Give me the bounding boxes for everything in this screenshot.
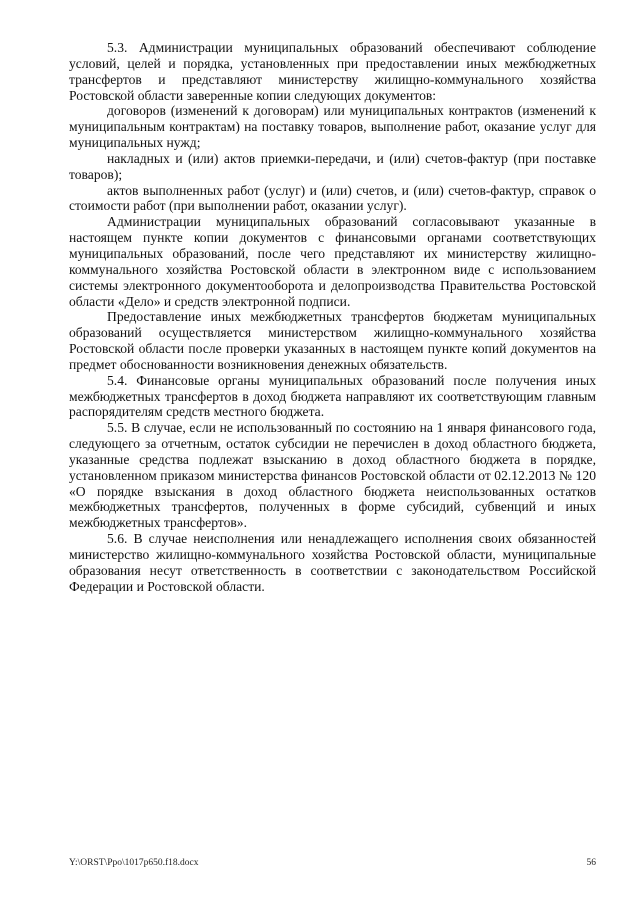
paragraph-contracts: договоров (изменений к договорам) или муниципальных контрактов (изменений к муниципальным контрактам) на поставку товаров, выполнение работ, оказание услуг для муниципальных нужд;: [69, 103, 596, 151]
paragraph-acts: актов выполненных работ (услуг) и (или) счетов, и (или) счетов-фактур, справок о стоимости работ (при выполнении работ, оказании услуг).: [69, 182, 596, 214]
page-number: 56: [586, 858, 596, 868]
paragraph-approval: Администрации муниципальных образований согласовывают указанные в настоящем пункте копии документов с финансовыми органами соответствующих муниципальных образований, после чего представляют их министерству жилищно-коммунального хозяйства Ростовской области в электронном виде с использованием системы электронного документооборота и делопроизводства Правительства Ростовской области «Дело» и средств электронной подписи.: [69, 214, 596, 309]
paragraph-5-6: 5.6. В случае неисполнения или ненадлежащего исполнения своих обязанностей министерство жилищно-коммунального хозяйства Ростовской области, муниципальные образования несут ответственность в соответствии с законодательством Российской Федерации и Ростовской области.: [69, 531, 596, 594]
file-path: Y:\ORST\Ppo\1017p650.f18.docx: [69, 858, 199, 868]
page-footer: [69, 857, 596, 871]
document-body: [69, 40, 596, 595]
paragraph-5-3: 5.3. Администрации муниципальных образований обеспечивают соблюдение условий, целей и порядка, установленных при предоставлении иных межбюджетных трансфертов и представляют министерству жилищно-коммунального хозяйства Ростовской области заверенные копии следующих документов:: [69, 40, 596, 103]
paragraph-5-5: 5.5. В случае, если не использованный по состоянию на 1 января финансового года, следующего за отчетным, остаток субсидии не перечислен в доход областного бюджета, указанные средства подлежат взысканию в доход областного бюджета в порядке, установленном приказом министерства финансов Ростовской области от 02.12.2013 № 120 «О порядке взыскания в доход областного бюджета неиспользованных остатков межбюджетных трансфертов, полученных в форме субсидий, субвенций и иных межбюджетных трансфертов».: [69, 420, 596, 531]
paragraph-provision: Предоставление иных межбюджетных трансфертов бюджетам муниципальных образований осуществляется министерством жилищно-коммунального хозяйства Ростовской области после проверки указанных в настоящем пункте копий документов на предмет обоснованности возникновения денежных обязательств.: [69, 309, 596, 372]
paragraph-5-4: 5.4. Финансовые органы муниципальных образований после получения иных межбюджетных трансфертов в доход бюджета направляют их соответствующим главным распорядителям средств местного бюджета.: [69, 372, 596, 420]
paragraph-invoices: накладных и (или) актов приемки-передачи, и (или) счетов-фактур (при поставке товаров);: [69, 150, 596, 182]
